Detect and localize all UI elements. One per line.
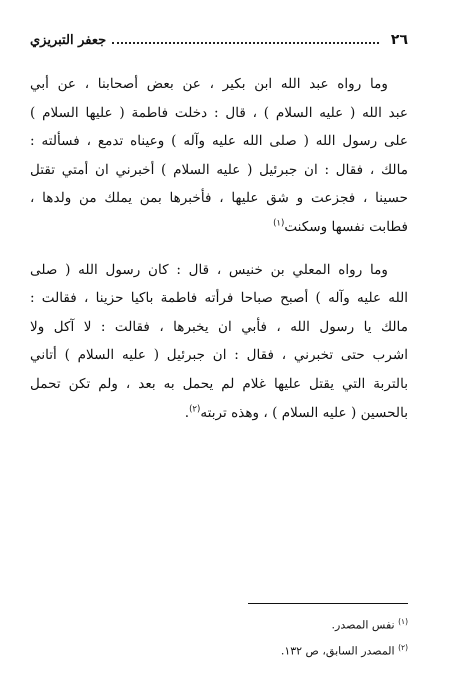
footnotes [30, 611, 408, 662]
footnote-2 [30, 637, 408, 663]
text-line: مالك يا رسول الله ، فأبي ان يخبرها ، فقالت : لا آكل ولا [30, 318, 408, 335]
text-line: على رسول الله ( صلى الله عليه وآله ) وعيناه تدمع ، فسألته : [30, 133, 408, 150]
text-line: مالك ، فقال : ان جبرئيل ( عليه السلام ) أخبرني ان أمتي تقتل [30, 161, 408, 178]
text-line: وما رواه عبد الله ابن بكير ، عن بعض أصحابنا ، عن أبي [30, 76, 388, 92]
footnote-1-text: نفس المصدر. [331, 618, 395, 632]
running-title: جعفر التبريزي [30, 33, 107, 48]
text-line: الله عليه وآله ) أصبح صباحا فرأته فاطمة باكيا حزينا ، فقالت : [30, 290, 408, 307]
text-line: اشرب حتى تخبرني ، فقال : ان جبرئيل ( عليه السلام ) أتاني [30, 347, 408, 364]
footnote-marker-1[interactable]: (١) [273, 218, 285, 229]
text-line-content: بالحسين ( عليه السلام ) ، وهذه تربته [200, 404, 408, 421]
text-line-last [30, 213, 408, 242]
text-line-content: فطابت نفسها وسكنت [284, 218, 408, 235]
header-dotted-leader [112, 42, 379, 44]
text-line: وما رواه المعلي بن خنيس ، قال : كان رسول الله ( صلى [30, 261, 388, 278]
paragraph-1 [30, 70, 408, 242]
footnote-1 [30, 611, 408, 637]
text-line-last [30, 399, 408, 428]
text-line: حسينا ، فجزعت و شق عليها ، فأخبرها بمن يملك من ولدها ، [30, 190, 408, 207]
footnote-separator [248, 603, 408, 604]
page-body [30, 70, 408, 427]
text-line: عبد الله ( عليه السلام ) ، قال : دخلت فاطمة ( عليها السلام ) [30, 104, 408, 121]
paragraph-2 [30, 256, 408, 428]
page-header [30, 26, 408, 48]
footnote-marker-2[interactable]: (٢) [189, 404, 201, 414]
trailing-period: . [184, 404, 190, 421]
footnote-2-text: المصدر السابق، ص ١٣٢. [280, 644, 395, 658]
footnote-2-mark: (٢) [398, 642, 408, 652]
footnote-1-mark: (١) [398, 617, 408, 626]
text-line: بالتربة التي يقتل عليها غلام لم يحمل به بعد ، ولم تكن تحمل [30, 375, 408, 392]
page-number: ٢٦ [390, 32, 408, 48]
